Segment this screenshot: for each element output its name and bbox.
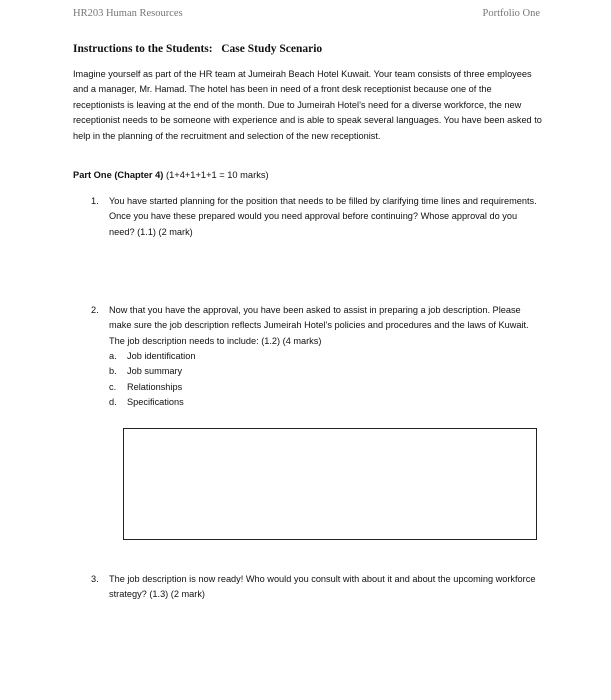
item-text: Relationships <box>127 381 183 392</box>
list-item <box>109 349 195 364</box>
item-text: Job identification <box>127 351 196 361</box>
question-number: 3. <box>91 574 99 584</box>
item-letter: a. <box>109 351 117 361</box>
page-header <box>73 8 540 24</box>
instructions-heading: Instructions to the Students: Case Study Scenario <box>73 43 323 55</box>
item-text: Job summary <box>127 366 183 377</box>
item-letter: c. <box>109 381 117 392</box>
part-one-title: Part One (Chapter 4) <box>73 170 164 180</box>
question-text: The job description is now ready! Who would you consult with about it and about the upcoming workforce strategy? (1.3) (2 mark) <box>109 574 536 600</box>
part-one-marks: (1+4+1+1+1 = 10 marks) <box>166 170 269 180</box>
portfolio-label: Portfolio One <box>482 8 540 19</box>
question-2 <box>91 303 541 349</box>
course-title: HR203 Human Resources <box>73 8 183 19</box>
item-letter: b. <box>109 366 117 377</box>
scenario-intro: Imagine yourself as part of the HR team at Jumeirah Beach Hotel Kuwait. Your team consists of three employees and a manager, Mr. Hamad. The hotel has been in need of a front desk receptionist because one of the receptionists is leaving at the end of the month. Due to Jumeirah Hotel’s need for a diverse workforce, the new receptionist needs to be someone with experience and is able to speak several languages. You have been asked to help in the planning of the recruitment and selection of the new receptionist. <box>73 69 542 141</box>
job-description-items <box>109 349 195 411</box>
question-text: You have started planning for the position that needs to be filled by clarifying time lines and requirements. Once you have these prepared would you need approval before continuing? Whose approval do you need? (1.1) (2 mark) <box>109 196 537 237</box>
question-3 <box>91 572 541 603</box>
item-text: Specifications <box>127 397 184 408</box>
answer-box[interactable] <box>123 428 537 540</box>
question-number: 1. <box>91 196 99 206</box>
item-letter: d. <box>109 397 117 408</box>
question-text: Now that you have the approval, you have been asked to assist in preparing a job description. Please make sure the job description reflects Jumeirah Hotel’s policies and procedures and the laws of Kuwait. The job description needs to include: (1.2) (4 marks) <box>109 305 529 346</box>
question-1 <box>91 194 541 240</box>
list-item <box>109 395 195 410</box>
list-item <box>109 380 195 395</box>
question-number: 2. <box>91 305 99 315</box>
part-one-heading <box>73 170 269 180</box>
list-item <box>109 364 195 379</box>
